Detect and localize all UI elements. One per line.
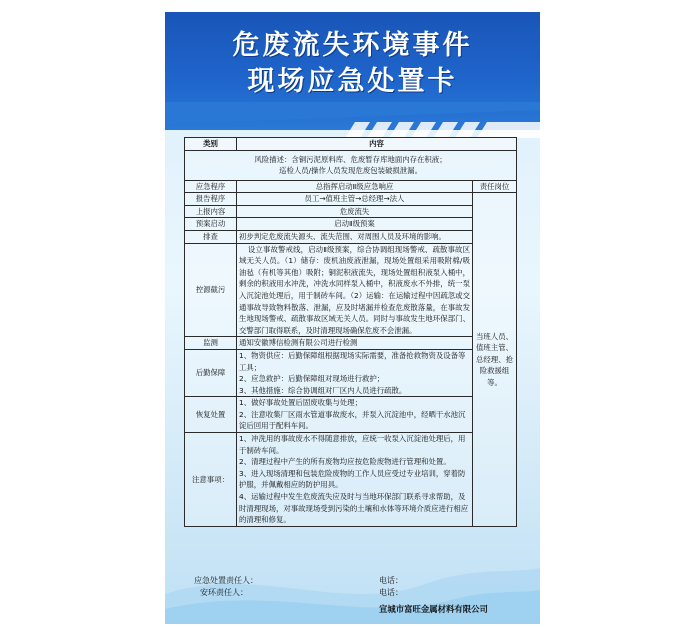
investigation-label: 排查 bbox=[185, 230, 237, 243]
plan-value: 启动Ⅱ级预案 bbox=[237, 218, 473, 231]
investigation-value: 初步判定危废流失源头、流失范围、对周围人员及环境的影响。 bbox=[237, 230, 473, 243]
table-row-reporting bbox=[185, 193, 517, 206]
list-item: 4、运输过程中发生危废流失应及时与当地环保部门联系寻求帮助，及时清理现场，对事故现场受到污染的土壤和水体等环境介质应进行相应的清理和修复。 bbox=[239, 492, 469, 525]
list-item: 2、应急救护：后勤保障组对现场进行救护； bbox=[239, 374, 385, 384]
procedure-label: 应急程序 bbox=[185, 180, 237, 193]
control-value: 设立事故警戒线，启动Ⅱ级预案，综合协调组现场警戒、疏散事故区域无关人员。（1）储存：废机油废液泄漏，现场处置组采用吸附棉/吸油毡（有机等其他）吸附；铜泥积液流失，现场处置组积液泵入桶中，剩余的积液用水冲洗，冲洗水同样泵入桶中，积液废水不外排，统一泵入沉淀池处理后，用于制砖车间。（2）运输：在运输过程中因疏忽或交通事故导致物料散落、泄漏，应及时堵漏并检查危废散落量，在事故发生地现场警戒、疏散事故区域无关人员。同时与事故发生地环保部门、交警部门取得联系，及时清理现场确保危废不会泄漏。 bbox=[237, 243, 473, 337]
emergency-card-poster bbox=[165, 12, 540, 624]
table-header-row bbox=[185, 138, 517, 151]
responsible-header: 责任岗位 bbox=[473, 180, 517, 193]
list-item: 1、物资供应：后勤保障组根据现场实际需要，准备抢救物资及设备等工具； bbox=[239, 350, 466, 372]
notes-list bbox=[237, 433, 473, 527]
emergency-card-table bbox=[184, 137, 517, 527]
report-content-label: 上报内容 bbox=[185, 205, 237, 218]
reporting-value: 员工→值班主管→总经理→法人 bbox=[237, 193, 473, 206]
company-name: 宣城市富旺金属材料有限公司 bbox=[379, 604, 488, 614]
table-row-logistics bbox=[185, 349, 517, 396]
monitor-label: 监测 bbox=[185, 337, 237, 350]
safety-lead-tel-label: 电话： bbox=[379, 588, 403, 597]
list-item: 1、做好事故处置后固废收集与处理； bbox=[239, 398, 362, 408]
table-row-procedure bbox=[185, 180, 517, 193]
title-line-1: 危废流失环境事件 bbox=[232, 30, 473, 61]
safety-lead-label: 安环责任人： bbox=[200, 588, 248, 597]
report-content-value: 危废流失 bbox=[237, 205, 473, 218]
list-item: 3、进入现场清理和包装危险废物的工作人员应受过专业培训，穿着防护服，并佩戴相应的防护用具。 bbox=[239, 468, 466, 490]
title-line-2: 现场应急处置卡 bbox=[247, 66, 458, 97]
emergency-lead-label: 应急处置责任人： bbox=[194, 576, 258, 585]
list-item: 3、其他措施：综合协调组对厂区内人员进行疏散。 bbox=[239, 385, 407, 395]
header-content: 内容 bbox=[237, 138, 517, 151]
header-category: 类别 bbox=[185, 138, 237, 151]
table-row-investigation bbox=[185, 230, 517, 243]
poster-footer bbox=[165, 575, 540, 615]
list-item: 1、冲洗用的事故废水不得随意排放，应统一收泵入沉淀池处理后，用于制砖车间。 bbox=[239, 434, 466, 455]
header-decorative-stripes bbox=[165, 102, 540, 142]
list-item: 2、清理过程中产生的所有废物均应按危险废物进行管理和处置。 bbox=[239, 457, 451, 467]
logistics-label: 后勤保障 bbox=[185, 349, 237, 396]
reporting-label: 报告程序 bbox=[185, 193, 237, 206]
poster-title bbox=[165, 28, 540, 100]
notes-label: 注意事项： bbox=[185, 433, 237, 527]
table-row-plan bbox=[185, 218, 517, 231]
table-row-notes bbox=[185, 433, 517, 527]
logistics-list bbox=[237, 349, 473, 396]
emergency-lead-tel-label: 电话： bbox=[379, 576, 403, 585]
risk-description: 风险描述：含铜污泥原料库、危废暂存库地面内存在积液； 巡检人员/操作人员发现危废包装破损泄漏。 bbox=[185, 150, 517, 180]
responsible-value: 当班人员、值班主管、总经理、抢险救援组等。 bbox=[473, 193, 517, 527]
procedure-value: 总指挥启动Ⅱ级应急响应 bbox=[237, 180, 473, 193]
monitor-value: 通知安徽博信检测有限公司进行检测 bbox=[237, 337, 473, 350]
recovery-label: 恢复处置 bbox=[185, 397, 237, 433]
table-row-control bbox=[185, 243, 517, 337]
table-row-report-content bbox=[185, 205, 517, 218]
control-label: 控源截污 bbox=[185, 243, 237, 337]
plan-label: 预案启动 bbox=[185, 218, 237, 231]
list-item: 2、注意收集厂区雨水管道事故废水，并泵入沉淀池中，经晒干水池沉淀后回用于配料车间。 bbox=[239, 409, 466, 431]
table-row-monitor bbox=[185, 337, 517, 350]
recovery-list bbox=[237, 397, 473, 433]
table-row-recovery bbox=[185, 397, 517, 433]
table-row-risk bbox=[185, 150, 517, 180]
